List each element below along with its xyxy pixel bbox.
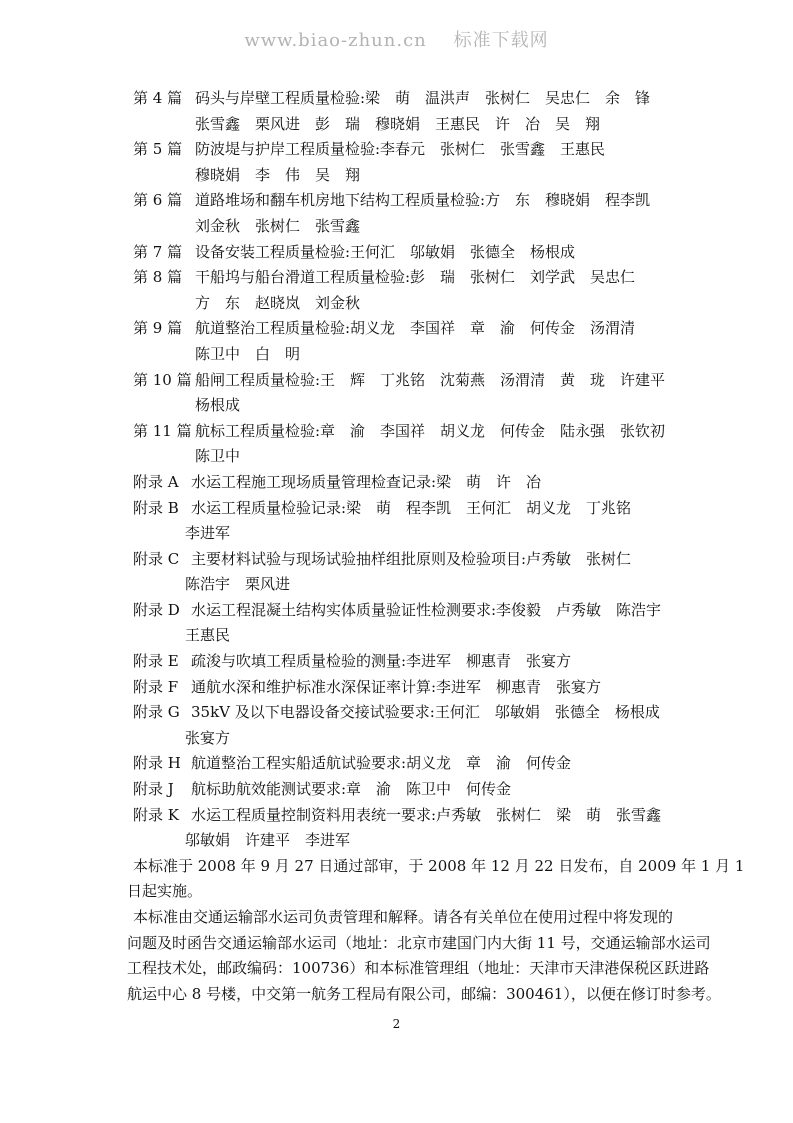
appendix-entry bbox=[133, 649, 713, 675]
entry-label: 第 4 篇 bbox=[133, 89, 183, 107]
chapter-list bbox=[133, 86, 713, 470]
entry-label: 第 6 篇 bbox=[133, 191, 183, 210]
entry-line: 杨根成 bbox=[195, 396, 241, 415]
entry-text bbox=[185, 700, 713, 751]
paragraph-line: 日起实施。 bbox=[127, 882, 203, 901]
paragraph-line: 本标准由交通运输部水运司负责管理和解释。请各有关单位在使用过程中将发现的 bbox=[133, 908, 674, 926]
paragraph-line: 本标准于 2008 年 9 月 27 日通过部审，于 2008 年 12 月 22 日发布，自 2009 年 1 月 1 bbox=[133, 856, 745, 875]
entry-text bbox=[195, 86, 713, 137]
entry-text bbox=[195, 265, 713, 316]
paragraph-line: 航运中心 8 号楼，中交第一航务工程局有限公司，邮编：300461），以便在修订时参考。 bbox=[127, 984, 721, 1003]
appendix-entry bbox=[133, 700, 713, 751]
entry-line: 干船坞与船台滑道工程质量检验:彭 瑞 张树仁 刘学武 吴忠仁 bbox=[195, 268, 636, 287]
page-number: 2 bbox=[392, 1017, 401, 1031]
entry-line: 陈浩宇 栗风进 bbox=[185, 575, 291, 594]
chapter-entry bbox=[133, 137, 713, 188]
entry-text bbox=[185, 496, 713, 547]
entry-label: 第 8 篇 bbox=[133, 268, 183, 287]
entry-text bbox=[185, 547, 713, 598]
entry-text bbox=[195, 316, 713, 367]
entry-text bbox=[185, 803, 713, 854]
entry-label: 附录 A bbox=[133, 472, 179, 491]
entry-line: 水运工程混凝土结构实体质量验证性检测要求:李俊毅 卢秀敏 陈浩宇 bbox=[191, 600, 662, 619]
entry-line: 设备安装工程质量检验:王何汇 邬敏娟 张德全 杨根成 bbox=[195, 242, 576, 261]
closing-paragraphs bbox=[127, 854, 745, 1008]
entry-text bbox=[191, 675, 713, 701]
paragraph bbox=[127, 905, 721, 1007]
entry-line: 疏浚与吹填工程质量检验的测量:李进军 柳惠青 张宴方 bbox=[191, 652, 572, 671]
appendix-entry bbox=[133, 496, 713, 547]
entry-label: 附录 F bbox=[133, 677, 179, 696]
appendix-entry bbox=[133, 470, 713, 496]
entry-label: 附录 K bbox=[133, 805, 179, 824]
chapter-entry bbox=[133, 86, 713, 137]
entry-label: 第 5 篇 bbox=[133, 140, 183, 159]
document-body bbox=[127, 86, 745, 1007]
entry-label: 第 9 篇 bbox=[133, 319, 183, 338]
entry-line: 李进军 bbox=[185, 524, 231, 543]
appendix-list bbox=[133, 470, 713, 854]
entry-line: 通航水深和维护标准水深保证率计算:李进军 柳惠青 张宴方 bbox=[191, 677, 602, 696]
chapter-entry bbox=[133, 368, 713, 419]
entry-text bbox=[191, 777, 713, 803]
entry-line: 邬敏娟 许建平 李进军 bbox=[185, 831, 351, 850]
entry-label: 第 7 篇 bbox=[133, 242, 183, 261]
entry-line: 水运工程质量检验记录:梁 萌 程李凯 王何汇 胡义龙 丁兆铭 bbox=[191, 498, 632, 517]
chapter-entry bbox=[133, 419, 713, 470]
appendix-entry bbox=[133, 751, 713, 777]
entry-text bbox=[191, 751, 713, 777]
entry-line: 航道整治工程质量检验:胡义龙 李国祥 章 渝 何传金 汤渭清 bbox=[195, 319, 636, 338]
entry-text bbox=[195, 368, 713, 419]
entry-text bbox=[185, 598, 713, 649]
chapter-entry bbox=[133, 316, 713, 367]
entry-label: 附录 D bbox=[133, 600, 180, 619]
entry-line: 穆晓娟 李 伟 吴 翔 bbox=[195, 165, 361, 184]
entry-line: 35kV 及以下电器设备交接试验要求:王何汇 邬敏娟 张德全 杨根成 bbox=[191, 703, 660, 722]
entry-text bbox=[191, 649, 713, 675]
entry-line: 航道整治工程实船适航试验要求:胡义龙 章 渝 何传金 bbox=[191, 754, 572, 773]
appendix-entry bbox=[133, 598, 713, 649]
entry-line: 水运工程质量控制资料用表统一要求:卢秀敏 张树仁 梁 萌 张雪鑫 bbox=[191, 805, 662, 824]
appendix-entry bbox=[133, 547, 713, 598]
entry-text bbox=[195, 188, 713, 239]
entry-line: 方 东 赵晓岚 刘金秋 bbox=[195, 293, 361, 312]
entry-line: 陈卫中 bbox=[195, 447, 241, 466]
chapter-entry bbox=[133, 265, 713, 316]
entry-line: 张宴方 bbox=[185, 728, 231, 747]
entry-line: 航标工程质量检验:章 渝 李国祥 胡义龙 何传金 陆永强 张钦初 bbox=[195, 421, 666, 440]
paragraph-line: 问题及时函告交通运输部水运司（地址：北京市建国门内大街 11 号，交通运输部水运司 bbox=[127, 933, 711, 952]
entry-line: 主要材料试验与现场试验抽样组批原则及检验项目:卢秀敏 张树仁 bbox=[191, 549, 632, 568]
entry-line: 船闸工程质量检验:王 辉 丁兆铭 沈菊燕 汤渭清 黄 珑 许建平 bbox=[195, 370, 666, 389]
entry-label: 附录 H bbox=[133, 754, 181, 773]
entry-label: 附录 C bbox=[133, 549, 180, 568]
entry-line: 道路堆场和翻车机房地下结构工程质量检验:方 东 穆晓娟 程李凯 bbox=[195, 191, 651, 210]
entry-line: 张雪鑫 栗风进 彭 瑞 穆晓娟 王惠民 许 冶 吴 翔 bbox=[195, 114, 601, 133]
appendix-entry bbox=[133, 803, 713, 854]
entry-line: 陈卫中 白 明 bbox=[195, 344, 301, 363]
entry-label: 附录 B bbox=[133, 498, 179, 517]
entry-line: 水运工程施工现场质量管理检查记录:梁 萌 许 冶 bbox=[191, 472, 542, 491]
site-watermark: www.biao-zhun.cn 标准下载网 bbox=[244, 30, 549, 51]
entry-line: 刘金秋 张树仁 张雪鑫 bbox=[195, 216, 361, 235]
appendix-entry bbox=[133, 675, 713, 701]
entry-label: 附录 J bbox=[133, 780, 174, 799]
entry-label: 第 11 篇 bbox=[133, 421, 192, 440]
entry-line: 王惠民 bbox=[185, 626, 231, 645]
entry-text bbox=[195, 240, 713, 266]
entry-line: 码头与岸壁工程质量检验:梁 萌 温洪声 张树仁 吴忠仁 余 锋 bbox=[195, 89, 651, 107]
chapter-entry bbox=[133, 188, 713, 239]
paragraph-line: 工程技术处，邮政编码：100736）和本标准管理组（地址：天津市天津港保税区跃进路 bbox=[127, 959, 710, 978]
appendix-entry bbox=[133, 777, 713, 803]
entry-label: 附录 G bbox=[133, 703, 180, 722]
entry-text bbox=[191, 470, 713, 496]
entry-line: 防波堤与护岸工程质量检验:李春元 张树仁 张雪鑫 王惠民 bbox=[195, 140, 606, 159]
entry-line: 航标助航效能测试要求:章 渝 陈卫中 何传金 bbox=[191, 780, 512, 799]
entry-text bbox=[195, 137, 713, 188]
entry-text bbox=[195, 419, 713, 470]
entry-label: 附录 E bbox=[133, 652, 179, 671]
paragraph bbox=[127, 854, 745, 905]
entry-label: 第 10 篇 bbox=[133, 370, 192, 389]
chapter-entry bbox=[133, 240, 713, 266]
